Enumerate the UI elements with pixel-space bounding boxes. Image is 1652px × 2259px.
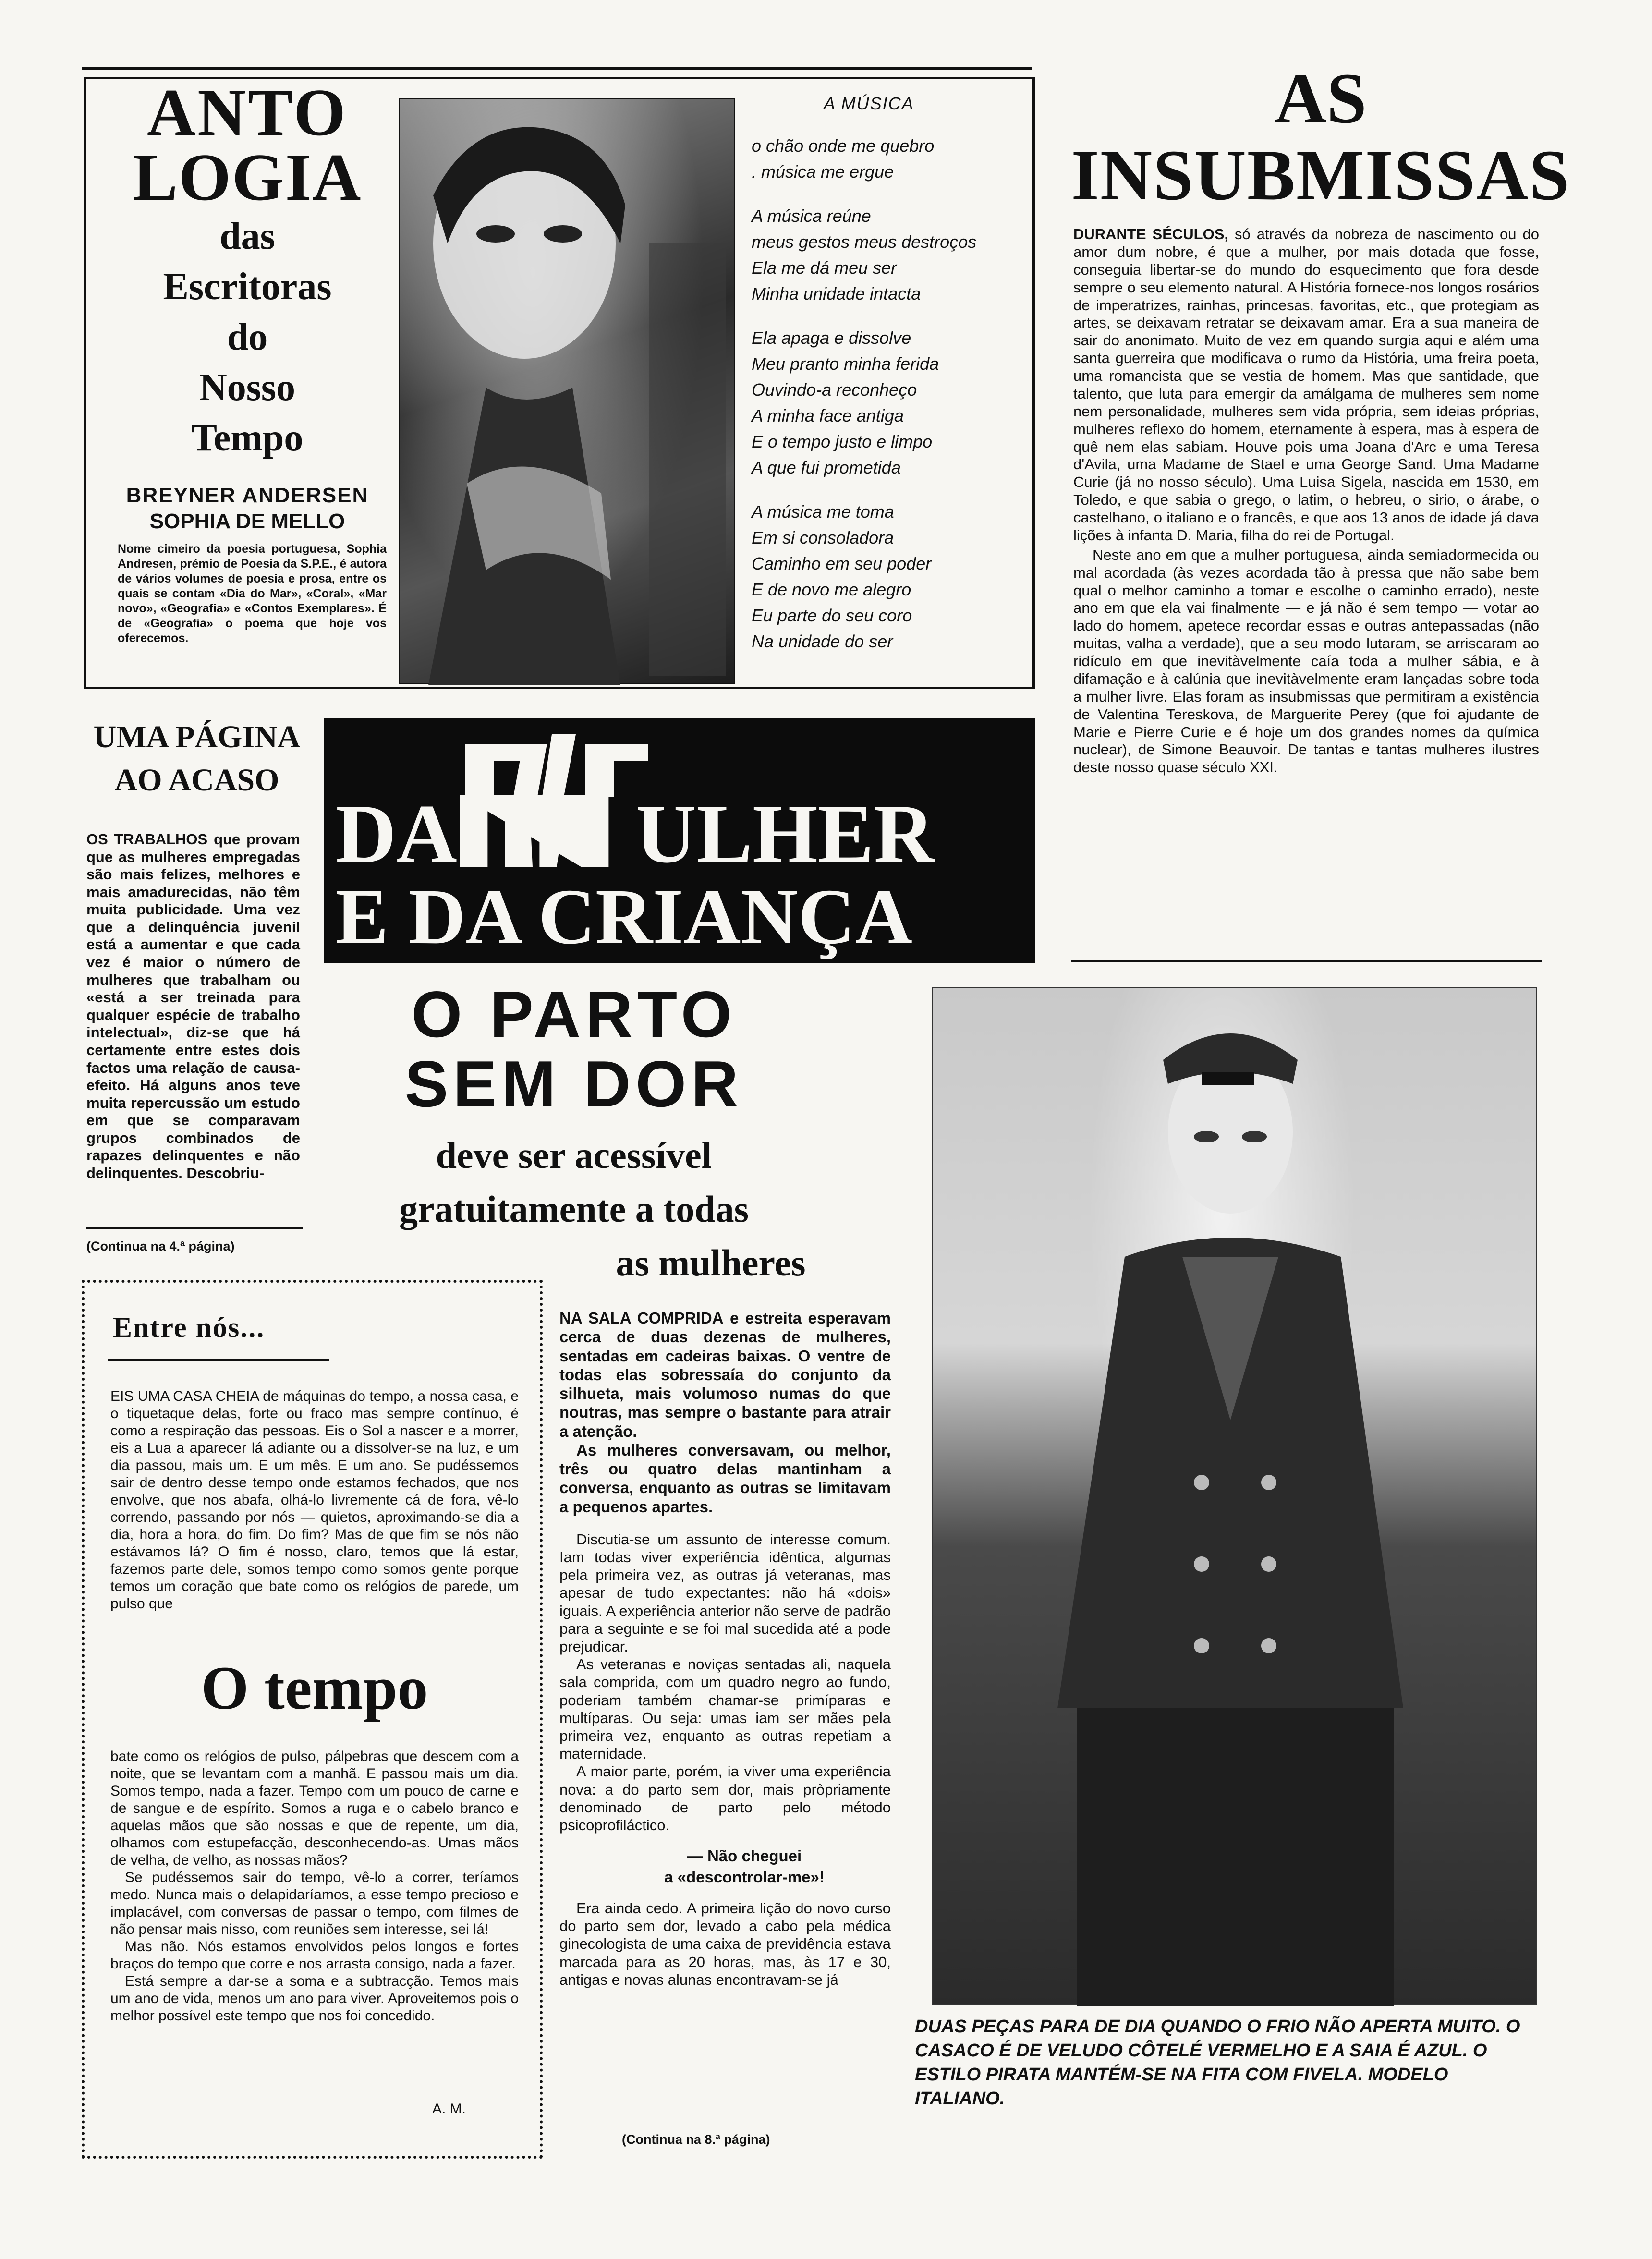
entre-nos-text: Mas não. Nós estamos envolvidos pelos longos e fortes braços do tempo que corre e nos arrasta consigo, nada a fazer.: [110, 1939, 519, 1972]
entre-nos-text: Se pudéssemos sair do tempo, vê-lo a correr, teríamos medo. Nunca mais o delapidaríamos, a esse tempo precioso e implacável, com conversas de passar o tempo, com filmes de não pensar mais nisso, com reuniões sem interesse, sei lá!: [110, 1870, 519, 1937]
insubmissas-title-line: INSUBMISSAS: [1071, 135, 1570, 215]
poem-line: Ela me dá meu ser: [752, 258, 897, 278]
poem-line: A música reúne: [752, 206, 871, 226]
parto-text: Discutia-se um assunto de interesse comum. Iam todas viver experiência idêntica, algumas pela primeira vez, as outras já veteranas, mas apesar de tudo expectantes: não há «dois» iguais. A experiência anterior não serve de padrão para a seguinte e se foi mal sucedida até a pode prejudicar.: [559, 1530, 891, 1655]
poem-line: A música me toma: [752, 502, 894, 522]
parto-subhead: [598, 1846, 891, 1888]
poem-line: Ela apaga e dissolve: [752, 328, 911, 348]
pagina-acaso-lead: OS TRABALHOS: [86, 831, 208, 848]
pagina-acaso-text: [86, 831, 300, 1182]
author-portrait-photo: [399, 98, 735, 684]
parto-title-line: O PARTO: [411, 978, 737, 1051]
antologia-title-line: ANTO: [147, 75, 348, 150]
entre-nos-paragraph: [110, 1869, 519, 1938]
masthead-line-2: [336, 874, 1027, 959]
poem-line: . música me ergue: [752, 162, 894, 182]
poem-line: Meu pranto minha ferida: [752, 354, 939, 374]
entre-nos-part-2: [110, 1748, 519, 2025]
parto-subtitle: as mulheres: [616, 1242, 806, 1284]
parto-text: As veteranas e noviças sentadas ali, naquela sala comprida, com um quadro negro ao fundo, poderiam também chamar-se primíparas e multíparas. Ou seja: umas iam ser mães pela primeira vez, enquanto as outras repetiam a maternidade.: [559, 1656, 891, 1762]
poem-line: o chão onde me quebro: [752, 136, 935, 156]
author-name: SOPHIA DE MELLO: [149, 510, 345, 533]
poem-stanza: [752, 325, 1020, 481]
insubmissas-title-line: AS: [1275, 59, 1367, 138]
parto-intro-text: As mulheres conversavam, ou melhor, três ou quatro delas mantinham a conversa, enquanto as outras se limitavam a pequenos apartes.: [559, 1441, 891, 1516]
entre-nos-title: O tempo: [201, 1654, 428, 1722]
masthead-m-stem: [460, 795, 633, 867]
poem-line: A que fui prometida: [752, 458, 901, 477]
poem-line: Caminho em seu poder: [752, 554, 932, 573]
insubmissas-title: [1057, 60, 1585, 214]
parto-subtitle: gratuitamente a todas: [399, 1188, 749, 1230]
entre-nos-header: Entre nós...: [113, 1312, 265, 1343]
pagina-acaso-body: que provam que as mulheres empregadas são mais felizes, melhores e mais amadurecidas, não têm muita publicidade. Uma vez que a delinquência juvenil está a aumentar e que cada vez é maior o número de mulheres que trabalham ou «está a ser treinada para qualquer espécie de trabalho intelectual», diz-se que há certamente entre estes dois factos uma relação de causa-efeito. Há alguns anos teve muita repercussão um estudo em que se comparavam grupos combinados de rapazes delinquentes e não delinquentes. Descobriu-: [86, 831, 300, 1181]
pagina-acaso-rule: [86, 1227, 303, 1229]
pagina-acaso-title-line: AO ACASO: [114, 763, 279, 798]
masthead-banner: [324, 718, 1035, 963]
antologia-title-line: LOGIA: [133, 140, 362, 215]
parto-paragraph: [559, 1655, 891, 1762]
entre-nos-signature: A. M.: [432, 2101, 466, 2117]
poem-stanza: [752, 133, 1020, 185]
parto-subtitle: deve ser acessível: [436, 1134, 712, 1176]
entre-nos-paragraph: [110, 1938, 519, 1973]
parto-headline: [331, 980, 970, 1290]
insubmissas-paragraph: [1073, 547, 1539, 777]
entre-nos-text: bate como os relógios de pulso, pálpebras que descem com a noite, que se levantam com a manhã. E passou mais um dia. Somos tempo, nada a fazer. Tempo com um pouco de carne e de sangue e de espírito. Somos a ruga e o cabelo branco e aquelas mãos que são nossas e que de repente, um dia, olhamos com estupefacção, desconhecendo-as. Umas mãos de velha, de velho, as nossas mãos?: [110, 1749, 519, 1868]
parto-title-line: SEM DOR: [404, 1047, 743, 1120]
parto-subhead-line: a «descontrolar-me»!: [664, 1868, 825, 1886]
insubmissas-bottom-rule: [1071, 960, 1542, 962]
insubmissas-lead: DURANTE SÉCULOS,: [1073, 226, 1229, 243]
parto-text: A maior parte, porém, ia viver uma experiência nova: a do parto sem dor, mais pròpriamente denominado de parto pelo método psicoprofiláctico.: [559, 1763, 891, 1834]
portrait-illustration: [400, 99, 736, 685]
entre-nos-text: de máquinas do tempo, a nossa casa, e o tiquetaque delas, forte ou fraco mas sempre contínuo, é como a respiração das pessoas. Eis o Sol a nascer e a morrer, eis a Lua a aparecer lá adiante ou a dissolver-se na luz, e um dia passou, mais um. E um mês. E um ano. Se pudéssemos sair de dentro desse tempo onde estamos fechados, que nos envolve, que nos abafa, olhá-lo livremente cá de fora, vê-lo correndo, passando por nós — quietos, aproximando-se dia a dia, hora a hora, do fim. Do fim? Mas de que fim se nós não estávamos lá? O fim é nosso, claro, temos que lá estar, fazemos parte dele, somos tempo como somos gente porque temos um coração que bate como os relógios de parede, um pulso que: [110, 1388, 519, 1612]
antologia-title-line: Nosso: [199, 366, 296, 409]
masthead-crianca: E DA CRIANÇA: [336, 873, 912, 960]
antologia-title-line: Escritoras: [163, 266, 332, 308]
parto-article: [559, 1309, 891, 1989]
bio-text: Nome cimeiro da poesia portuguesa, Sophia Andresen, prémio de Poesia da S.P.E., é autora de vários volumes de poesia e prosa, entre os quais se contam «Dia do Mar», «Coral», «Mar novo», «Geografia» e «Contos Exemplares». É de «Geografia» o poema que hoje vos oferecemos.: [118, 542, 387, 645]
poem-block: [752, 94, 1020, 655]
parto-intro-text: e estreita esperavam cerca de duas dezenas de mulheres, sentadas em cadeiras baixas. O ventre de todas elas sobressaía do conjunto da silhueta, mais volumoso numas do que noutras, mas sempre o bastante para atrair a atenção.: [559, 1309, 891, 1440]
pagina-acaso-title: [82, 716, 312, 802]
poem-line: E de novo me alegro: [752, 580, 911, 599]
poem-stanza: [752, 499, 1020, 655]
fashion-photo: [932, 987, 1537, 2005]
entre-nos-part-1: [110, 1388, 519, 1613]
antologia-bio: [118, 542, 387, 646]
fashion-illustration: [933, 988, 1538, 2006]
parto-lead: NA SALA COMPRIDA: [559, 1309, 724, 1327]
poem-line: meus gestos meus destroços: [752, 232, 977, 252]
entre-nos-lead: EIS UMA CASA CHEIA: [110, 1388, 259, 1404]
poem-line: Na unidade do ser: [752, 632, 893, 651]
pagina-acaso-article: [86, 831, 300, 1182]
pagina-acaso-continua: (Continua na 4.ª página): [86, 1239, 235, 1253]
antologia-title-line: das: [219, 215, 275, 257]
parto-paragraph: [559, 1530, 891, 1655]
insubmissas-article: [1073, 226, 1539, 777]
insubmissas-text: Neste ano em que a mulher portuguesa, ainda semiadormecida ou mal acordada (às vezes acordada tão à pressa que não sabe bem qual o melhor caminho a tomar e escolhe o caminho errado), neste ano em que ela vai finalmente — e já não é sem tempo — votar ao lado do homem, apetece recordar essas e outras antepassadas (não muitas, valha a verdade), que a seu modo lutaram, se arriscaram ao ridículo em que inevitàvelmente caía toda a mulher sábia, e à difamação e à calúnia que inevitàvelmente eram lançadas sobre toda a mulher livre. Elas foram as insubmissas que permitiram a existência de Valentina Tereskova, de Marguerite Perey (que foi ajudante de Marie e Pierre Curie e é hoje um dos grandes nomes da química nuclear), de Simone Beauvoir. De tantas e tantas mulheres ilustres deste nosso quase século XXI.: [1073, 546, 1539, 776]
pagina-acaso-title-line: UMA PÁGINA: [93, 719, 301, 754]
poem-line: Em si consoladora: [752, 528, 894, 547]
entre-nos-text: Está sempre a dar-se a soma e a subtracção. Temos mais um ano de vida, menos um ano para viver. Aproveitemos pois o melhor possível este tempo que nos foi concedido.: [110, 1973, 519, 2024]
masthead-line-1: [336, 787, 1027, 880]
fashion-caption: [915, 2015, 1534, 2111]
top-rule: [82, 67, 1032, 70]
masthead-m-logo: [465, 734, 648, 797]
insubmissas-text: só através da nobreza de nascimento ou do amor dum nobre, é que a mulher, por mais dotada que fosse, conseguia libertar-se do mundo do esquecimento que fora desde sempre o seu elemento natural. A História fornece-nos longos rosários de imperatrizes, rainhas, princesas, favoritas, etc., que protegiam as artes, se deixavam retratar se deixavam amar. Era a sua maneira de sair do anonimato. Muito de vez em quando surgia aqui e além uma santa guerreira que modificava o rumo da História, uma freira poeta, uma romancista que se vestia de homem. Mas que santidade, que talento, que luta para emergir da amálgama de mulheres sem nome nem personalidade, mulheres sem vida própria, sem ideias próprias, mulheres reflexo do homem, eternamente à espera, mas à espera de quê nem elas sabiam. Houve pois uma Joana d'Arc e uma Teresa d'Avila, uma Madame de Stael e uma George Sand. Uma Madame Curie (já no nosso século). Uma Luisa Sigela, nascida em 1530, em Toledo, e que sabia o grego, o latim, o hebreu, o sirio, o árabe, o castelhano, o italiano e o francês, e que aos 13 anos de idade já dava lições à infanta D. Maria, filha do rei de Portugal.: [1073, 226, 1539, 544]
parto-subhead-line: — Não cheguei: [687, 1847, 802, 1865]
parto-intro-2: [559, 1441, 891, 1516]
antologia-title: [91, 75, 403, 463]
poem-line: Eu parte do seu coro: [752, 606, 912, 625]
antologia-author: [91, 483, 403, 534]
insubmissas-paragraph: [1073, 226, 1539, 545]
parto-intro: [559, 1309, 891, 1441]
poem-line: E o tempo justo e limpo: [752, 432, 933, 451]
poem-title: A MÚSICA: [824, 94, 914, 113]
parto-paragraph: [559, 1899, 891, 1989]
masthead-ulher: ULHER: [635, 787, 935, 880]
entre-nos-paragraph: [110, 1388, 519, 1613]
fashion-caption-text: DUAS PEÇAS PARA DE DIA QUANDO O FRIO NÃO APERTA MUITO. O CASACO É DE VELUDO CÔTELÉ VERMELHO E A SAIA É AZUL. O ESTILO PIRATA MANTÉM-SE NA FITA COM FIVELA. MODELO ITALIANO.: [915, 2016, 1520, 2109]
poem-line: Ouvindo-a reconheço: [752, 380, 917, 400]
masthead-da: DA: [336, 787, 457, 880]
poem-line: A minha face antiga: [752, 406, 904, 425]
parto-continua: (Continua na 8.ª página): [622, 2132, 770, 2147]
entre-nos-paragraph: [110, 1973, 519, 2025]
parto-text: Era ainda cedo. A primeira lição do novo curso do parto sem dor, levado a cabo pela médica ginecologista de uma caixa de previdência estava marcada para as 20 horas, mas, às 17 e 30, antigas e novas alunas encontravam-se já: [559, 1900, 891, 1988]
parto-paragraph: [559, 1762, 891, 1834]
entre-nos-paragraph: [110, 1748, 519, 1869]
m-logo-mark: [465, 734, 648, 797]
poem-line: Minha unidade intacta: [752, 284, 921, 304]
author-surname: BREYNER ANDERSEN: [126, 484, 369, 507]
antologia-title-line: do: [227, 316, 268, 358]
entre-nos-header-rule: [108, 1359, 329, 1361]
antologia-title-line: Tempo: [191, 417, 304, 459]
poem-stanza: [752, 203, 1020, 307]
